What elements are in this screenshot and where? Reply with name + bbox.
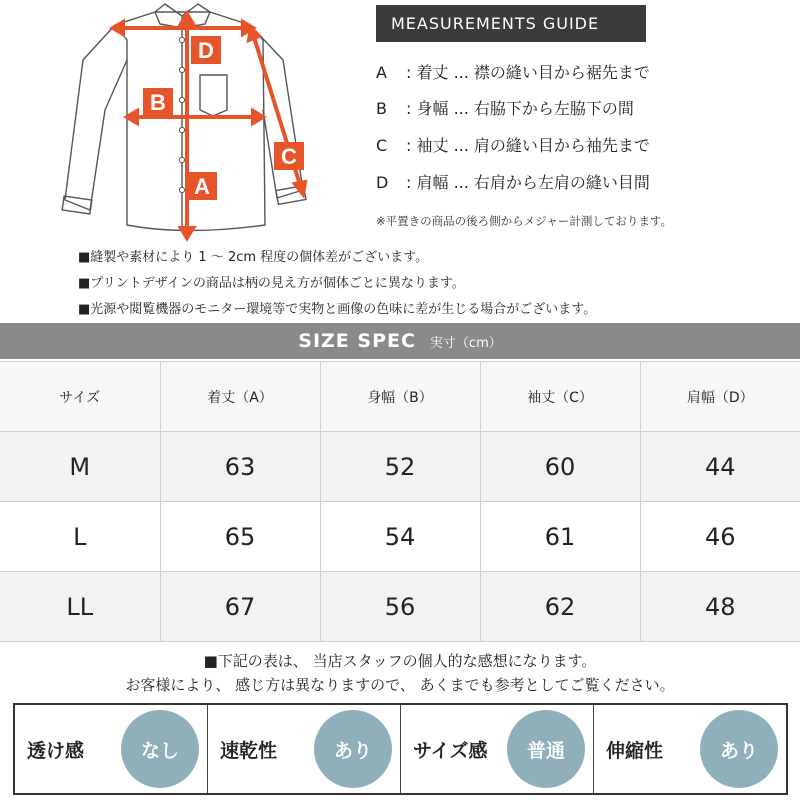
- table-cell: 54: [320, 502, 480, 572]
- table-cell: 60: [480, 432, 640, 502]
- table-cell: 46: [640, 502, 800, 572]
- guide-note: ※平置きの商品の後ろ側からメジャー計測しております。: [376, 214, 672, 228]
- table-cell: 52: [320, 432, 480, 502]
- size-cell: LL: [0, 572, 160, 642]
- guide-key: C: [376, 136, 388, 155]
- measurements-guide-title: MEASUREMENTS GUIDE: [376, 5, 646, 42]
- guide-key: A: [376, 63, 387, 82]
- table-cell: 65: [160, 502, 320, 572]
- feature-value-badge: 普通: [507, 710, 585, 788]
- feature-value-badge: あり: [700, 710, 778, 788]
- feature-bar: [13, 703, 788, 795]
- tag-b: B: [150, 90, 166, 115]
- column-header: 袖丈（C）: [480, 362, 640, 432]
- guide-text: : 肩幅 ... 右肩から左肩の縫い目間: [406, 173, 650, 192]
- table-cell: 48: [640, 572, 800, 642]
- guide-item-b: [376, 96, 634, 119]
- guide-text: : 着丈 ... 襟の縫い目から裾先まで: [406, 63, 650, 82]
- table-cell: 61: [480, 502, 640, 572]
- size-spec-title: SIZE SPEC: [298, 330, 416, 352]
- table-row: [0, 432, 800, 502]
- tag-c: C: [281, 144, 297, 169]
- table-cell: 56: [320, 572, 480, 642]
- guide-text: : 身幅 ... 右脇下から左脇下の間: [406, 99, 634, 118]
- table-cell: 44: [640, 432, 800, 502]
- guide-key: D: [376, 173, 389, 192]
- notice-item: ■光源や閲覧機器のモニター環境等で実物と画像の色味に差が生じる場合がございます。: [78, 302, 597, 317]
- feature-label: 透け感: [27, 739, 85, 762]
- size-cell: L: [0, 502, 160, 572]
- size-spec-banner: [0, 323, 800, 359]
- size-cell: M: [0, 432, 160, 502]
- feature-size-fit: [400, 705, 593, 793]
- notice-item: ■縫製や素材により 1 ～ 2cm 程度の個体差がございます。: [78, 250, 429, 265]
- table-row: [0, 502, 800, 572]
- shirt-left-sleeve: [65, 25, 127, 210]
- column-header: 肩幅（D）: [640, 362, 800, 432]
- column-header: 着丈（A）: [160, 362, 320, 432]
- tag-a: A: [194, 174, 210, 199]
- feature-value-badge: なし: [121, 710, 199, 788]
- table-header-row: [0, 362, 800, 432]
- notice-item: ■プリントデザインの商品は柄の見え方が個体ごとに異なります。: [78, 276, 465, 291]
- table-cell: 63: [160, 432, 320, 502]
- guide-text: : 袖丈 ... 肩の縫い目から袖先まで: [406, 136, 650, 155]
- size-spec-unit: 実寸（cm）: [429, 335, 502, 351]
- tag-d: D: [198, 38, 214, 63]
- feel-note: ■下記の表は、 当店スタッフの個人的な感想になります。: [203, 652, 597, 670]
- feel-note: お客様により、 感じ方は異なりますので、 あくまでも参考としてご覧ください。: [125, 676, 675, 694]
- feature-stretch: [593, 705, 786, 793]
- shirt-pocket: [200, 75, 227, 116]
- shirt-measurement-diagram: [55, 0, 330, 245]
- guide-item-d: [376, 170, 650, 193]
- feature-label: 伸縮性: [606, 739, 664, 762]
- table-row: [0, 572, 800, 642]
- table-cell: 62: [480, 572, 640, 642]
- column-header: 身幅（B）: [320, 362, 480, 432]
- table-cell: 67: [160, 572, 320, 642]
- column-header: サイズ: [0, 362, 160, 432]
- feature-transparency: [15, 705, 207, 793]
- feature-value-badge: あり: [314, 710, 392, 788]
- feature-label: サイズ感: [413, 739, 488, 762]
- guide-key: B: [376, 99, 387, 118]
- guide-item-c: [376, 133, 650, 156]
- feature-label: 速乾性: [220, 739, 278, 762]
- guide-item-a: [376, 60, 650, 83]
- feature-quick-dry: [207, 705, 400, 793]
- size-table: [0, 361, 800, 642]
